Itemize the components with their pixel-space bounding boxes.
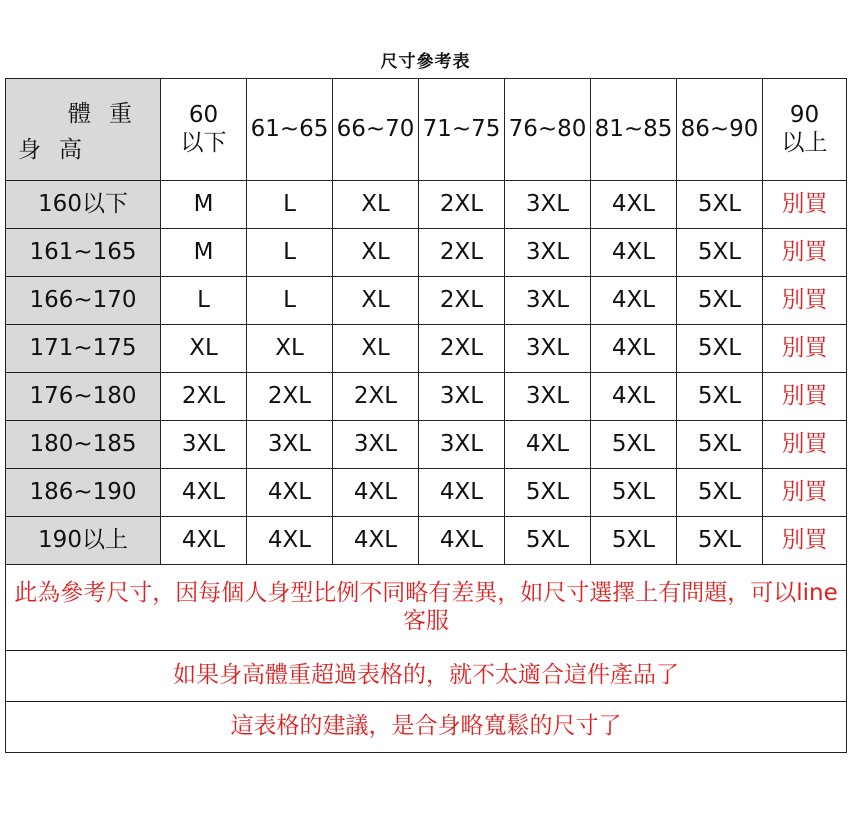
size-chart-table: [5, 78, 847, 753]
size-cell: 3XL: [505, 277, 591, 325]
weight-column-header-text: 81~85: [594, 115, 673, 142]
height-row-header: 190以上: [6, 517, 161, 565]
size-cell: 2XL: [419, 277, 505, 325]
size-cell: 4XL: [247, 517, 333, 565]
size-cell: 5XL: [677, 517, 763, 565]
size-cell: 3XL: [505, 229, 591, 277]
do-not-buy-cell: 別買: [763, 325, 847, 373]
size-cell: 4XL: [505, 421, 591, 469]
weight-column-header: [161, 79, 247, 181]
size-cell: 4XL: [591, 325, 677, 373]
size-cell: 5XL: [591, 421, 677, 469]
note-row: [6, 651, 847, 702]
size-cell: 5XL: [677, 277, 763, 325]
size-cell: 5XL: [677, 229, 763, 277]
size-cell: 3XL: [505, 325, 591, 373]
weight-column-header: [591, 79, 677, 181]
size-cell: XL: [333, 229, 419, 277]
weight-column-header: [677, 79, 763, 181]
size-cell: 5XL: [591, 517, 677, 565]
size-cell: 2XL: [419, 229, 505, 277]
size-cell: 4XL: [333, 469, 419, 517]
size-cell: L: [247, 277, 333, 325]
height-row-header: 176~180: [6, 373, 161, 421]
table-row: [6, 229, 847, 277]
size-cell: 5XL: [677, 373, 763, 421]
weight-column-header-text: 76~80: [508, 115, 587, 142]
weight-column-header-text: 90: [789, 101, 820, 128]
table-row: [6, 277, 847, 325]
height-axis-label: 身高: [18, 137, 100, 163]
do-not-buy-cell: 別買: [763, 421, 847, 469]
size-cell: 4XL: [161, 469, 247, 517]
height-row-header: 186~190: [6, 469, 161, 517]
do-not-buy-cell: 別買: [763, 373, 847, 421]
weight-column-header: [763, 79, 847, 181]
weight-column-header: [419, 79, 505, 181]
weight-column-header-text: 66~70: [336, 115, 415, 142]
size-cell: XL: [247, 325, 333, 373]
size-cell: L: [161, 277, 247, 325]
size-cell: 5XL: [677, 421, 763, 469]
height-row-header: 171~175: [6, 325, 161, 373]
size-cell: 3XL: [419, 373, 505, 421]
table-row: [6, 181, 847, 229]
size-cell: 2XL: [247, 373, 333, 421]
weight-column-header-text: 61~65: [250, 115, 329, 142]
size-cell: 5XL: [505, 517, 591, 565]
note-text: 如果身高體重超過表格的，就不太適合這件產品了: [6, 651, 847, 702]
do-not-buy-cell: 別買: [763, 181, 847, 229]
size-cell: M: [161, 181, 247, 229]
corner-cell: [6, 79, 161, 181]
height-row-header: 160以下: [6, 181, 161, 229]
weight-column-header-text: 71~75: [422, 115, 501, 142]
weight-axis-label: 體重: [68, 101, 150, 127]
weight-column-header-text: 60: [188, 101, 219, 128]
weight-column-header: [505, 79, 591, 181]
height-row-header: 180~185: [6, 421, 161, 469]
size-cell: 4XL: [419, 517, 505, 565]
size-cell: 2XL: [161, 373, 247, 421]
do-not-buy-cell: 別買: [763, 277, 847, 325]
size-cell: 5XL: [677, 181, 763, 229]
size-cell: M: [161, 229, 247, 277]
weight-column-header-text: 以下: [180, 129, 227, 156]
table-row: [6, 469, 847, 517]
table-row: [6, 517, 847, 565]
size-cell: 2XL: [419, 325, 505, 373]
size-cell: 4XL: [333, 517, 419, 565]
header-row: [6, 79, 847, 181]
size-cell: 4XL: [247, 469, 333, 517]
size-cell: L: [247, 229, 333, 277]
size-cell: 5XL: [677, 469, 763, 517]
size-cell: L: [247, 181, 333, 229]
note-text: 這表格的建議，是合身略寬鬆的尺寸了: [6, 702, 847, 753]
table-row: [6, 373, 847, 421]
size-cell: 3XL: [505, 373, 591, 421]
weight-column-header: [333, 79, 419, 181]
size-cell: 5XL: [677, 325, 763, 373]
size-chart-body: [6, 79, 847, 753]
size-cell: 3XL: [247, 421, 333, 469]
chart-title: 尺寸參考表: [380, 52, 471, 72]
size-cell: XL: [161, 325, 247, 373]
height-row-header: 166~170: [6, 277, 161, 325]
note-row: [6, 702, 847, 753]
do-not-buy-cell: 別買: [763, 517, 847, 565]
weight-column-header: [247, 79, 333, 181]
size-cell: 5XL: [591, 469, 677, 517]
note-row: [6, 565, 847, 651]
size-cell: 2XL: [419, 181, 505, 229]
table-row: [6, 325, 847, 373]
size-cell: XL: [333, 181, 419, 229]
size-cell: 4XL: [591, 181, 677, 229]
size-cell: 5XL: [505, 469, 591, 517]
size-cell: 3XL: [505, 181, 591, 229]
size-cell: 4XL: [591, 277, 677, 325]
size-cell: 3XL: [161, 421, 247, 469]
size-cell: 4XL: [591, 229, 677, 277]
weight-column-header-text: 以上: [781, 129, 828, 156]
size-cell: 4XL: [161, 517, 247, 565]
size-cell: 4XL: [591, 373, 677, 421]
size-cell: XL: [333, 277, 419, 325]
do-not-buy-cell: 別買: [763, 469, 847, 517]
height-row-header: 161~165: [6, 229, 161, 277]
size-cell: 4XL: [419, 469, 505, 517]
note-text: 此為參考尺寸，因每個人身型比例不同略有差異，如尺寸選擇上有問題，可以line客服: [6, 565, 847, 651]
size-cell: 2XL: [333, 373, 419, 421]
size-cell: XL: [333, 325, 419, 373]
do-not-buy-cell: 別買: [763, 229, 847, 277]
size-cell: 3XL: [333, 421, 419, 469]
weight-column-header-text: 86~90: [680, 115, 759, 142]
size-cell: 3XL: [419, 421, 505, 469]
table-row: [6, 421, 847, 469]
